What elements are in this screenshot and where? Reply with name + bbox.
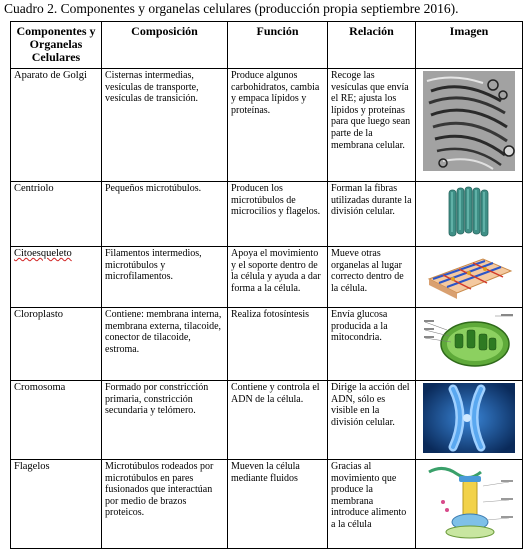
cell-componente: Aparato de Golgi: [11, 69, 102, 182]
cell-composicion: Cisternas intermedias, vesículas de transporte, vesículas de transición.: [102, 69, 228, 182]
cell-imagen: [416, 460, 523, 549]
header-row: [11, 22, 523, 69]
componente-text: Citoesqueleto: [14, 248, 72, 259]
cell-imagen: [416, 308, 523, 381]
cell-relacion: Gracias al movimiento que produce la membrana introduce alimento a la célula: [328, 460, 416, 549]
cell-relacion: Recoge las vesículas que envía el RE; ajusta los lípidos y proteínas para que luego sean parte de la membrana celular.: [328, 69, 416, 182]
centriole-illustration-icon: [423, 184, 515, 240]
table-row: [11, 247, 523, 308]
cell-composicion: Formado por constricción primaria, constricción secundaria y telómero.: [102, 381, 228, 460]
cell-funcion: Mueven la célula mediante fluidos: [228, 460, 328, 549]
cell-funcion: Contiene y controla el ADN de la célula.: [228, 381, 328, 460]
cell-imagen: [416, 381, 523, 460]
cell-funcion: Produce algunos carbohidratos, cambia y empaca lípidos y proteínas.: [228, 69, 328, 182]
cell-componente: Cromosoma: [11, 381, 102, 460]
table-row: [11, 308, 523, 381]
header-funcion: Función: [228, 22, 328, 69]
cell-imagen: [416, 182, 523, 247]
cell-componente: Centriolo: [11, 182, 102, 247]
cell-relacion: Envía glucosa producida a la mitocondria.: [328, 308, 416, 381]
table-caption: Cuadro 2. Componentes y organelas celulares (producción propia septiembre 2016).: [4, 1, 459, 16]
cell-componente: Cloroplasto: [11, 308, 102, 381]
table-row: [11, 182, 523, 247]
cell-composicion: Microtúbulos rodeados por microtúbulos en pares fusionados que interactúan por medio de brazos proteicos.: [102, 460, 228, 549]
organelles-table: [10, 21, 523, 549]
cell-funcion: Apoya el movimiento y el soporte dentro de la célula y ayuda a dar forma a la célula.: [228, 247, 328, 308]
header-imagen: Imagen: [416, 22, 523, 69]
table-row: [11, 381, 523, 460]
cell-componente: Flagelos: [11, 460, 102, 549]
cytoskeleton-illustration-icon: [423, 249, 515, 301]
cell-imagen: [416, 69, 523, 182]
header-relacion: Relación: [328, 22, 416, 69]
table-row: [11, 69, 523, 182]
flagellum-diagram-icon: [423, 462, 515, 540]
table-row: [11, 460, 523, 549]
golgi-micrograph-icon: [423, 71, 515, 171]
cell-funcion: Producen los microtúbulos de microcilios y flagelos.: [228, 182, 328, 247]
cell-composicion: Contiene: membrana interna, membrana externa, tilacoide, conector de tilacoide, estroma.: [102, 308, 228, 381]
cell-relacion: Dirige la acción del ADN, sólo es visible en la división celular.: [328, 381, 416, 460]
cell-componente: [11, 247, 102, 308]
cell-relacion: Mueve otras organelas al lugar correcto dentro de la célula.: [328, 247, 416, 308]
cell-composicion: Filamentos intermedios, microtúbulos y microfilamentos.: [102, 247, 228, 308]
cell-funcion: Realiza fotosíntesis: [228, 308, 328, 381]
chromosome-illustration-icon: [423, 383, 515, 453]
cell-composicion: Pequeños microtúbulos.: [102, 182, 228, 247]
cell-relacion: Forman la fibras utilizadas durante la división celular.: [328, 182, 416, 247]
chloroplast-diagram-icon: [423, 310, 515, 372]
cell-imagen: [416, 247, 523, 308]
header-composicion: Composición: [102, 22, 228, 69]
header-componentes: Componentes y Organelas Celulares: [11, 22, 102, 69]
